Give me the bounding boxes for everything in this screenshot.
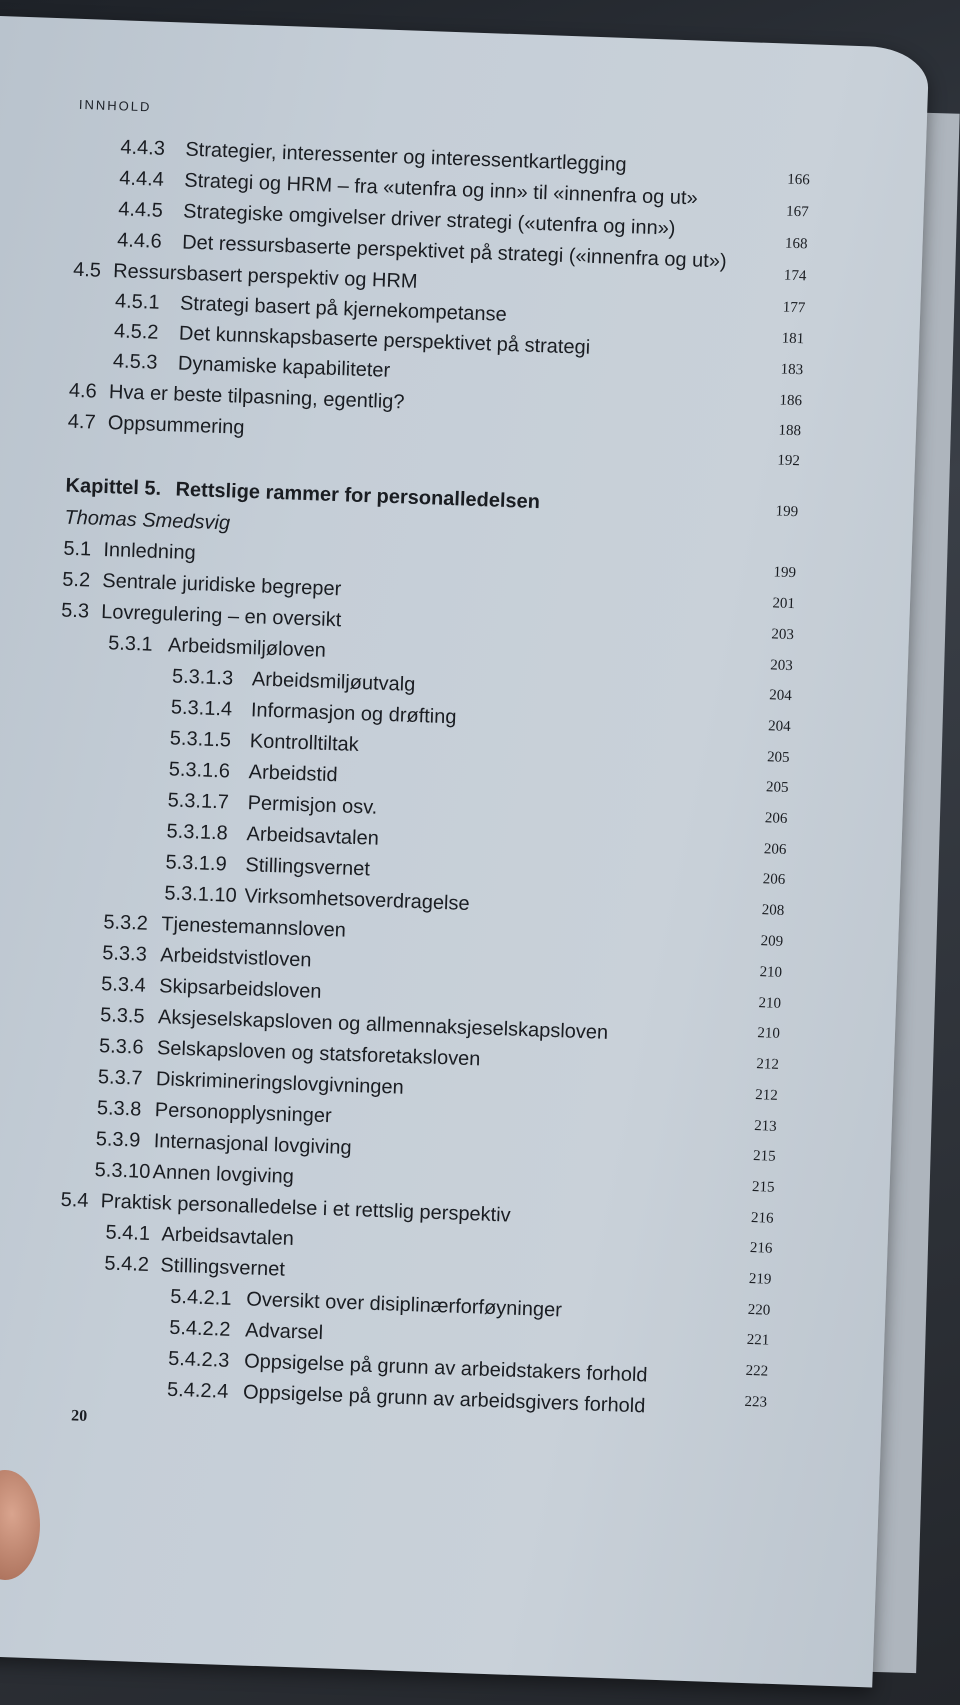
toc-entry-number: 5.3.1.7: [167, 789, 230, 814]
toc-entry-title: Rettslige rammer for personalledelsen: [175, 478, 541, 514]
toc-entry-title: Annen lovgiving: [152, 1161, 295, 1189]
toc-page-number: 199: [775, 503, 799, 521]
toc-entry-title: Diskrimineringslovgivningen: [155, 1068, 405, 1099]
toc-entry-title: Lovregulering – en oversikt: [100, 600, 342, 632]
toc-page-number: 213: [753, 1118, 777, 1135]
toc-entry-number: 5.2: [61, 568, 91, 592]
toc-page-number: 167: [785, 203, 809, 221]
toc-entry-number: 5.1: [63, 537, 92, 561]
toc-entry-title: Strategi basert på kjernekompetanse: [179, 292, 508, 326]
toc-entry-title: Permisjon osv.: [247, 792, 378, 819]
toc-page-number: 186: [779, 392, 803, 410]
toc-entry-number: 5.4.2.4: [166, 1378, 229, 1403]
toc-entry-title: Skipsarbeidsloven: [158, 975, 322, 1003]
toc-page-number: 177: [782, 299, 806, 317]
toc-entry-number: 5.3.7: [97, 1066, 143, 1090]
toc-entry-title: Arbeidsmiljøloven: [167, 634, 327, 662]
page-folio: 20: [70, 1407, 88, 1425]
toc-entry-title: Stillingsvernet: [245, 854, 371, 881]
toc-entry-number: 5.3.5: [99, 1004, 146, 1028]
toc-entry-number: 5.3.1.4: [170, 696, 233, 721]
toc-page-number: 215: [751, 1179, 775, 1196]
toc-entry: [108, 628, 327, 666]
toc-entry-title: Informasjon og drøfting: [250, 699, 457, 729]
toc-entry-title: Arbeidsavtalen: [161, 1223, 295, 1251]
toc-entry-number: 4.4.3: [120, 136, 166, 160]
toc-entry-title: Strategi og HRM – fra «utenfra og inn» til «innenfra og ut»: [183, 169, 699, 210]
toc-entry: [169, 1313, 324, 1348]
toc-entry-number: 5.3.4: [100, 973, 147, 997]
toc-entry: [67, 407, 245, 443]
toc-entry-title: Arbeidstvistloven: [159, 944, 312, 972]
toc-entry-number: 4.4.4: [119, 167, 165, 191]
toc-page-number: 205: [766, 749, 790, 767]
toc-page-number: 210: [757, 1025, 781, 1042]
toc-entry-title: Thomas Smedsvig: [64, 506, 231, 535]
toc-entry-number: 4.7: [67, 410, 97, 434]
toc-entry-title: Strategiske omgivelser driver strategi («utenfra og inn»): [182, 200, 676, 240]
toc-entry-number: 5.3.6: [98, 1035, 144, 1059]
toc-page-number: 210: [759, 964, 783, 981]
toc-entry-number: 4.4.6: [116, 229, 163, 253]
toc-page-number: 212: [756, 1056, 780, 1073]
toc-entry-title: Det kunnskapsbaserte perspektivet på strategi: [178, 322, 591, 359]
toc-entry-number: 5.3.1.10: [164, 882, 238, 907]
toc-entry-number: Kapittel 5.: [65, 474, 162, 500]
toc-entry-title: Stillingsvernet: [160, 1254, 286, 1281]
toc-entry-number: 5.3.1.9: [165, 851, 228, 876]
toc-entry-number: 5.3.8: [96, 1097, 142, 1121]
toc-entry-title: Praktisk personalledelse i et rettslig perspektiv: [100, 1190, 512, 1227]
toc-entry-number: 4.5.3: [112, 350, 158, 374]
toc-entry: [104, 1248, 285, 1284]
toc-entry-number: 5.4.2.3: [167, 1347, 230, 1372]
toc-entry-title: Strategier, interessenter og interessentkartlegging: [185, 138, 627, 176]
toc-entry-number: 5.3.10: [94, 1159, 151, 1183]
toc-page-number: 220: [747, 1301, 771, 1319]
toc-page-number: 219: [748, 1270, 772, 1288]
toc-page-number: 181: [781, 330, 805, 348]
toc-page-number: 208: [761, 902, 785, 919]
toc-page-number: 221: [746, 1331, 770, 1349]
toc-page-number: 201: [772, 595, 796, 613]
toc-page-number: 192: [777, 452, 801, 470]
toc-entry-title: Arbeidstid: [248, 761, 339, 787]
toc-entry-title: Det ressursbaserte perspektivet på strategi («innenfra og ut»): [181, 231, 727, 273]
toc-page-number: 206: [762, 871, 786, 888]
toc-entry-title: Aksjeselskapsloven og allmennaksjeselskapsloven: [157, 1006, 609, 1044]
toc-entry-title: Oversikt over disiplinærforføyninger: [245, 1288, 563, 1322]
toc-entry: [63, 534, 196, 569]
toc-entry-number: 4.4.5: [117, 198, 164, 222]
toc-entry-number: 5.4.1: [105, 1221, 151, 1246]
toc-entry-number: 5.3.3: [101, 942, 148, 966]
toc-entry-number: 4.5: [72, 258, 102, 282]
toc-page-number: 216: [750, 1209, 774, 1227]
toc-entry-number: 5.3.2: [103, 911, 149, 935]
toc-entry-title: Innledning: [103, 538, 197, 565]
toc-page-number: 204: [768, 687, 793, 705]
toc-entry-title: Sentrale juridiske begreper: [101, 569, 342, 601]
toc-entry-title: Ressursbasert perspektiv og HRM: [112, 260, 418, 293]
toc-entry: [66, 437, 67, 467]
toc-page-number: 203: [770, 657, 794, 675]
toc-entry-title: Dynamiske kapabiliteter: [177, 352, 391, 382]
toc-entry-number: 5.3: [60, 599, 90, 623]
toc-entry-title: Arbeidsmiljøutvalg: [251, 668, 416, 696]
toc-entry-number: 4.5.1: [114, 290, 160, 314]
toc-entry-number: 5.3.1.8: [166, 820, 229, 845]
toc-entry-title: Oppsigelse på grunn av arbeidstakers forhold: [243, 1350, 648, 1387]
book-page: [0, 15, 929, 1688]
toc-page-number: 216: [749, 1239, 773, 1257]
toc-entry: [64, 503, 231, 539]
toc-page-number: 203: [771, 626, 795, 644]
toc-page-number: 188: [778, 422, 802, 440]
toc-entry-title: Advarsel: [244, 1319, 324, 1345]
toc-page-number: 205: [765, 779, 789, 797]
toc-entry-number: 5.3.1.6: [168, 758, 231, 783]
toc-page-number: 168: [784, 235, 808, 253]
toc-entry-number: 5.4.2.1: [170, 1285, 232, 1310]
toc-entry-number: 4.5.2: [113, 320, 159, 344]
toc-entry-title: Tjenestemannsloven: [161, 913, 347, 942]
toc-entry-number: 5.4: [60, 1188, 89, 1212]
toc-entry-number: 5.3.9: [95, 1128, 141, 1152]
toc-page-number: 206: [764, 810, 788, 828]
toc-page-number: 166: [786, 171, 811, 189]
toc-entry-title: Kontrolltiltak: [249, 730, 360, 757]
toc-entry-number: 5.4.2: [104, 1252, 150, 1277]
toc-entry-number: 5.3.1: [107, 632, 154, 656]
toc-entry-title: Selskapsloven og statsforetaksloven: [156, 1037, 481, 1071]
toc-entry-title: Personopplysninger: [154, 1099, 332, 1128]
toc-page-number: 206: [763, 841, 787, 858]
toc-entry: [168, 754, 338, 790]
toc-page-number: 204: [767, 718, 791, 736]
toc-page-number: 210: [758, 995, 782, 1012]
toc-entry-title: Virksomhetsoverdragelse: [244, 885, 470, 915]
toc-entry-title: Internasjonal lovgiving: [153, 1130, 352, 1160]
toc-entry-title: Hva er beste tilpasning, egentlig?: [108, 381, 405, 414]
toc-page-number: 212: [755, 1087, 779, 1104]
toc-page-number: 222: [745, 1362, 769, 1380]
toc-page-number: 223: [744, 1393, 768, 1411]
toc-entry-number: 5.3.1.5: [169, 727, 232, 752]
running-head: INNHOLD: [78, 96, 152, 115]
toc-entry-title: Arbeidsavtalen: [246, 823, 380, 850]
toc-entry-title: Oppsummering: [107, 412, 245, 439]
toc-page-number: 199: [773, 564, 797, 582]
toc-page-number: 174: [783, 267, 807, 285]
toc-page-number: 209: [760, 933, 784, 950]
toc-page-number: 215: [752, 1148, 776, 1165]
toc-page-number: 183: [780, 361, 804, 379]
toc-entry-title: Oppsigelse på grunn av arbeidsgivers forhold: [242, 1381, 646, 1418]
toc-entry-number: 4.6: [68, 379, 98, 403]
toc-entry-number: 5.3.1.3: [171, 665, 234, 690]
toc-entry-number: 5.4.2.2: [168, 1316, 231, 1341]
